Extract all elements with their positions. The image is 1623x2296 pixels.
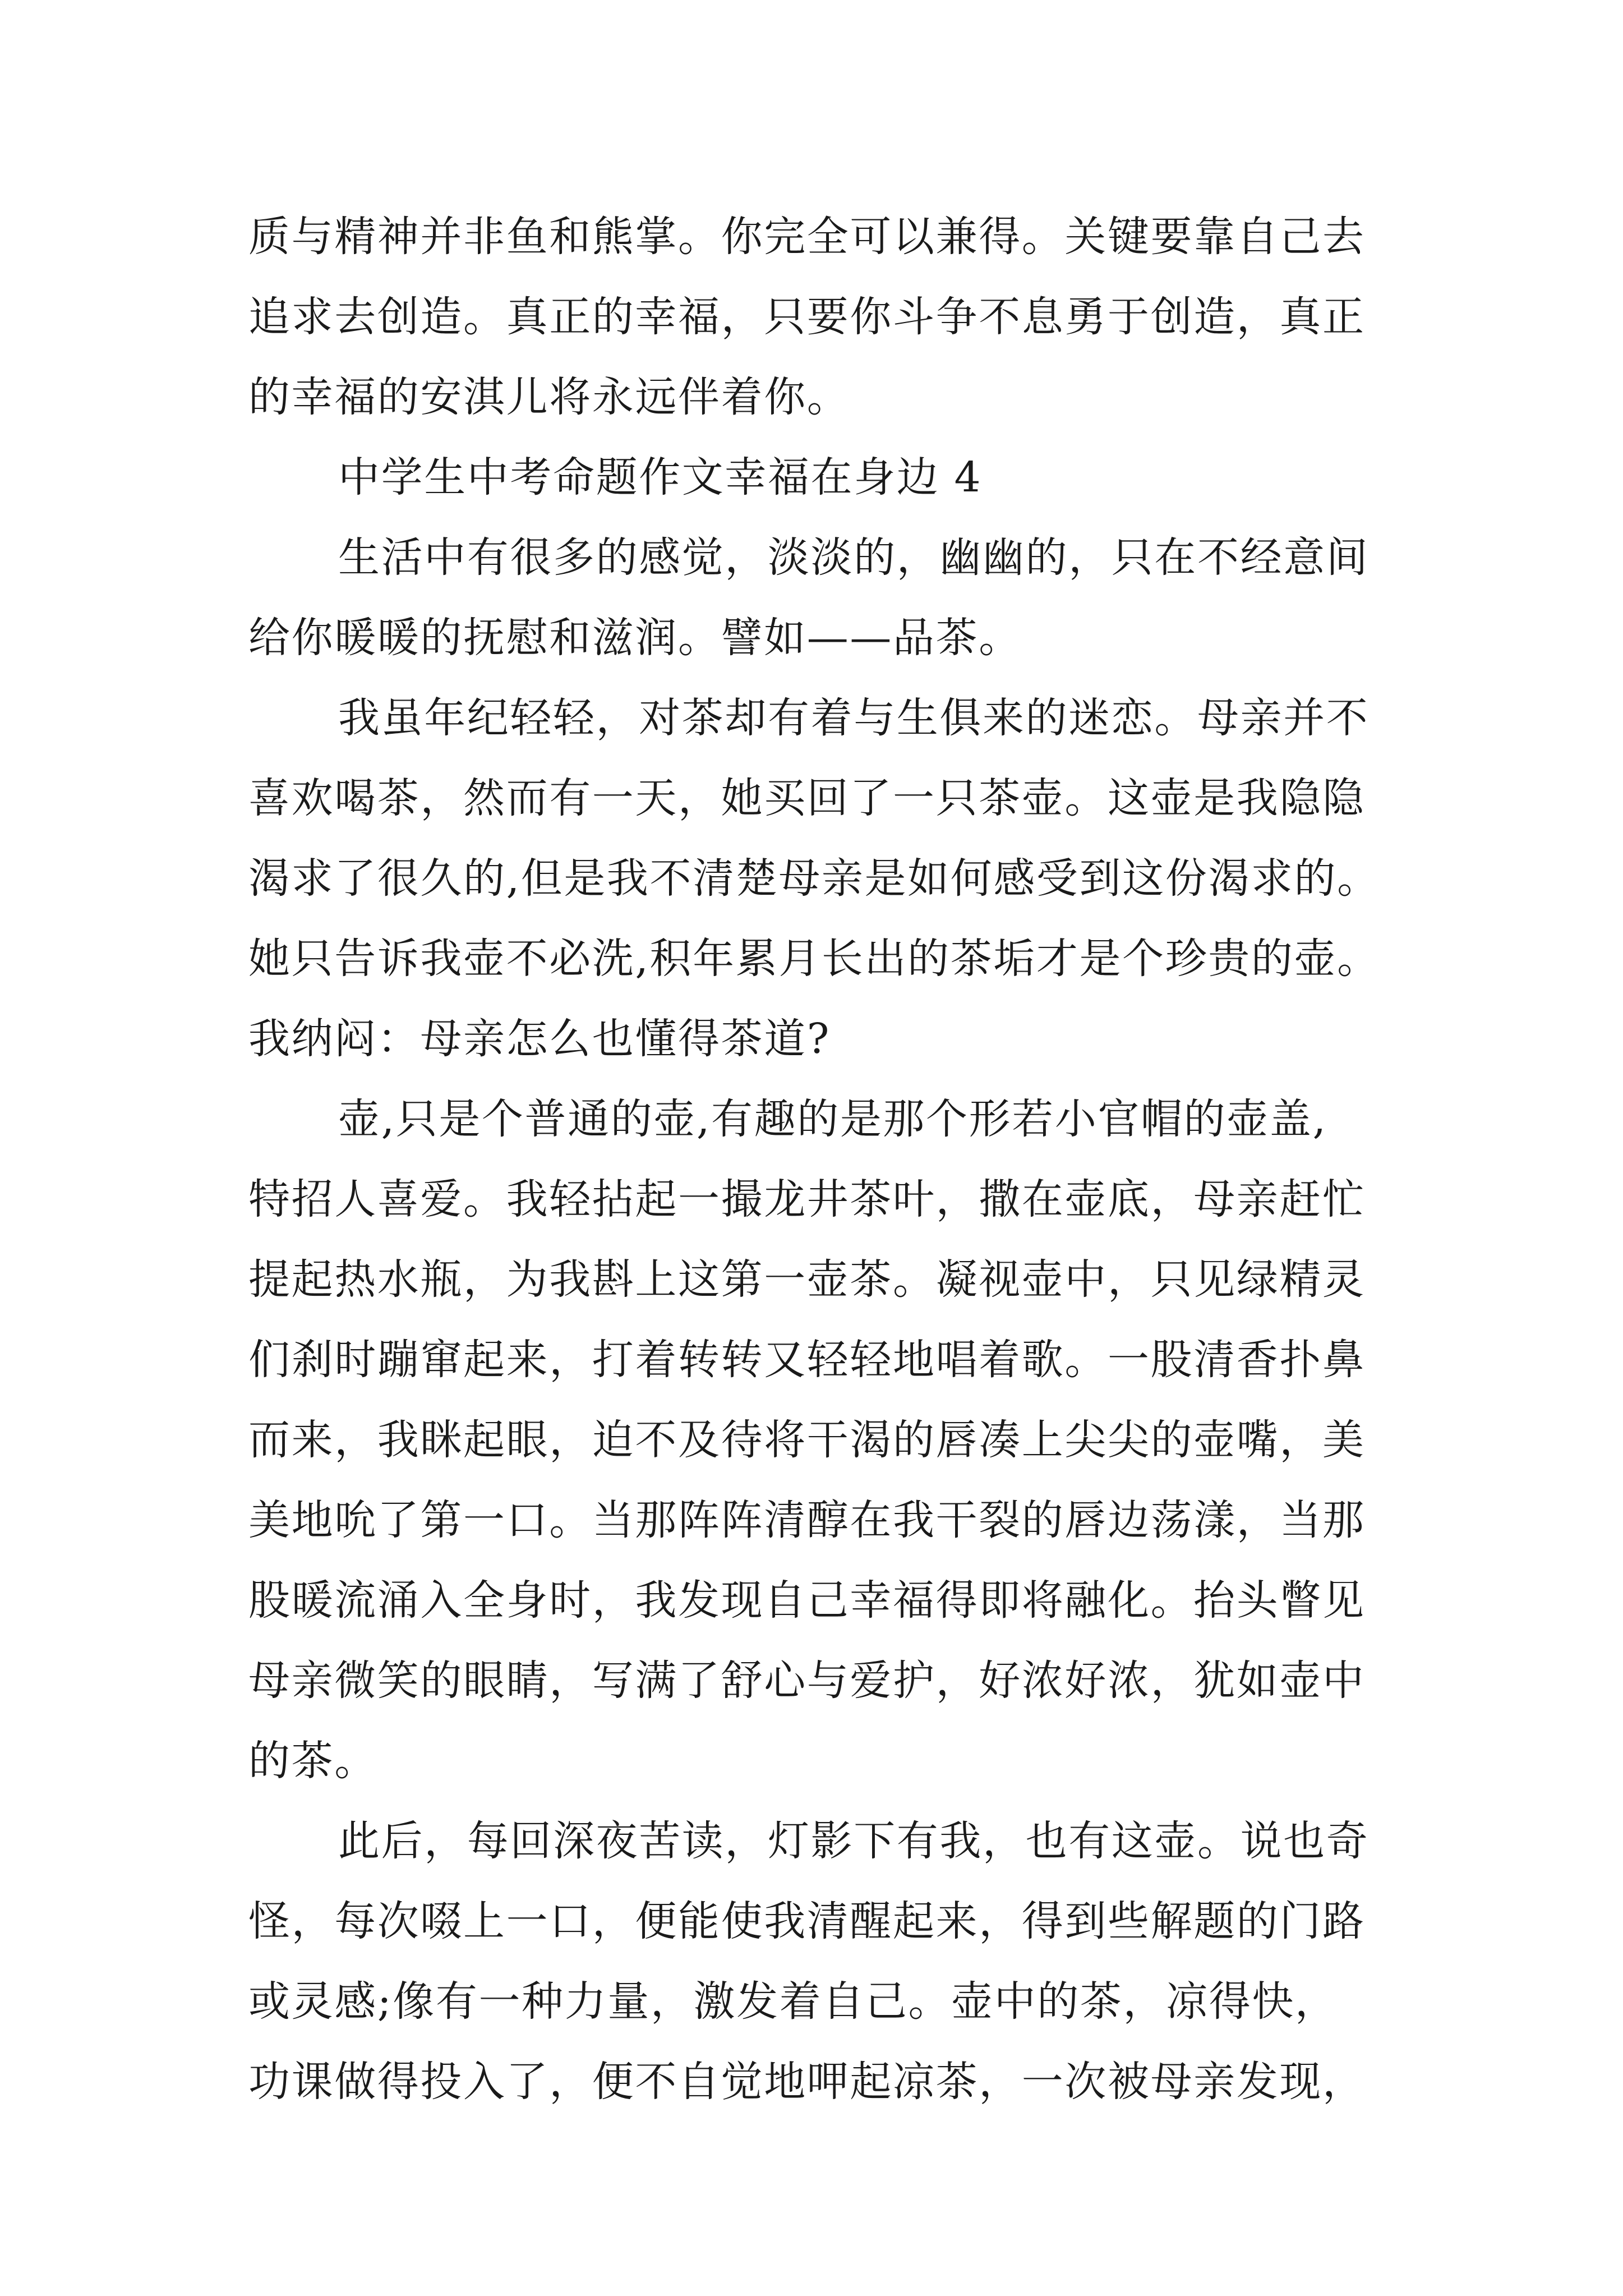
text-line: 们刹时蹦窜起来，打着转转又轻轻地唱着歌。一股清香扑鼻	[248, 1336, 1366, 1384]
text-line: 母亲微笑的眼睛，写满了舒心与爱护，好浓好浓，犹如壶中	[248, 1657, 1366, 1705]
paragraph-first-line: 我虽年纪轻轻，对茶却有着与生俱来的迷恋。母亲并不	[338, 694, 1370, 742]
text-line: 特招人喜爱。我轻拈起一撮龙井茶叶，撒在壶底，母亲赶忙	[248, 1175, 1366, 1223]
text-line: 的茶。	[248, 1737, 377, 1785]
text-line: 的幸福的安淇儿将永远伴着你。	[248, 373, 850, 421]
text-line: 怪，每次啜上一口，便能使我清醒起来，得到些解题的门路	[248, 1897, 1366, 1945]
text-line: 或灵感;像有一种力量，激发着自己。壶中的茶，凉得快，	[248, 1977, 1338, 2026]
text-line: 我纳闷：母亲怎么也懂得茶道?	[248, 1015, 831, 1063]
text-line: 追求去创造。真正的幸福，只要你斗争不息勇于创造，真正	[248, 293, 1366, 341]
text-line: 美地吮了第一口。当那阵阵清醇在我干裂的唇边荡漾，当那	[248, 1496, 1366, 1544]
text-line: 股暖流涌入全身时，我发现自己幸福得即将融化。抬头瞥见	[248, 1576, 1366, 1625]
paragraph-first-line: 生活中有很多的感觉，淡淡的，幽幽的，只在不经意间	[338, 533, 1370, 582]
text-line: 喜欢喝茶，然而有一天，她买回了一只茶壶。这壶是我隐隐	[248, 774, 1366, 822]
text-line: 她只告诉我壶不必洗,积年累月长出的茶垢才是个珍贵的壶。	[248, 935, 1380, 983]
text-line: 而来，我眯起眼，迫不及待将干渴的唇凑上尖尖的壶嘴，美	[248, 1416, 1366, 1464]
text-line: 渴求了很久的,但是我不清楚母亲是如何感受到这份渴求的。	[248, 854, 1380, 903]
paragraph-first-line: 壶,只是个普通的壶,有趣的是那个形若小官帽的壶盖,	[338, 1095, 1327, 1143]
text-line: 质与精神并非鱼和熊掌。你完全可以兼得。关键要靠自己去	[248, 213, 1366, 261]
text-line: 功课做得投入了，便不自觉地呷起凉茶，一次被母亲发现，	[248, 2058, 1366, 2106]
text-line: 给你暖暖的抚慰和滋润。譬如——品茶。	[248, 614, 1022, 662]
paragraph-first-line: 此后，每回深夜苦读，灯影下有我，也有这壶。说也奇	[338, 1817, 1370, 1865]
paragraph-first-line: 中学生中考命题作文幸福在身边 4	[338, 453, 983, 501]
text-line: 提起热水瓶，为我斟上这第一壶茶。凝视壶中，只见绿精灵	[248, 1255, 1366, 1304]
